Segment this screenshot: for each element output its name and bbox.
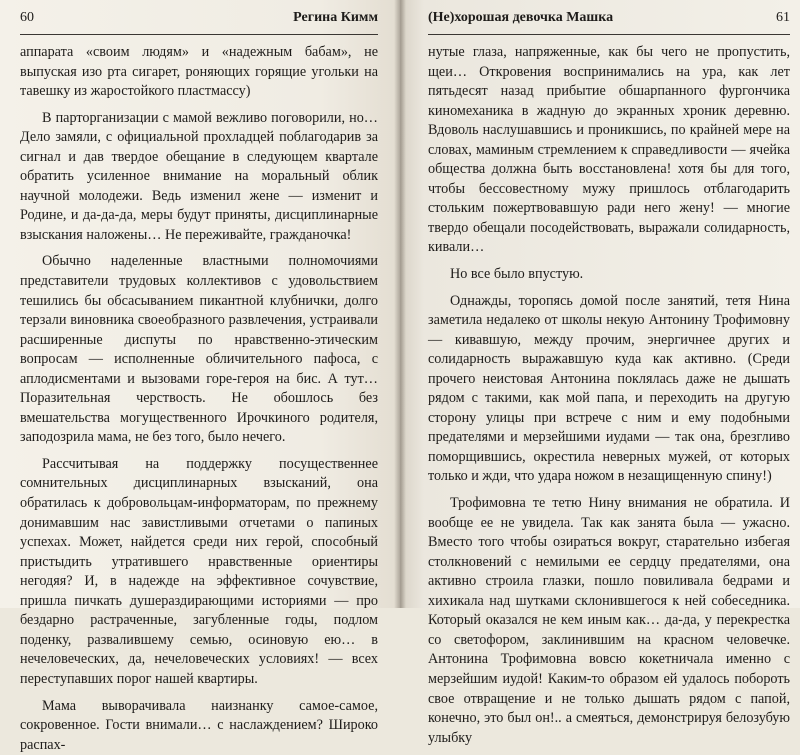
- paragraph: Однажды, торопясь домой после занятий, тетя Нина заметила недалеко от школы некую Антонину Трофимовну — кивавшую, между прочим, энергичнее других и солидарность выражавшую куда как активно. (Среди прочего неистовая Антонина поклялась даже не дышать рядом с такими, как мой папа, и переходить на другую сторону улицы при встрече с ним и ему подобными предателями и мерзейшими иудами — так она, брезгливо поморщившись, окрестила неверных мужей, от которых только и жди, что удара ножом в незащищенную спину!): [428, 292, 790, 487]
- running-head-right: [428, 10, 790, 35]
- left-page: [0, 0, 400, 608]
- right-page: [400, 0, 800, 608]
- paragraph: Мама выворачивала наизнанку самое-самое, сокровенное. Гости внимали… с наслаждением? Широко распах-: [20, 697, 378, 755]
- paragraph: Но все было впустую.: [428, 265, 790, 285]
- paragraph: нутые глаза, напряженные, как бы чего не пропустить, щеи… Откровения воспринимались на ура, как лет пятьдесят назад прибытие обшарпанного фургончика киномеханика в жадную до экранных хроник деревню. Вдоволь наслушавшись и проникшись, по крайней мере на словах, маминым стремлением к справедливости — ячейка общества должна быть восстановлена! хотя бы для того, чтобы бессовестному мужу пришлось отблагодарить стольким пожертвовавшую ради него жену! — многие твердо обещали посодействовать, выражали солидарность, кивали…: [428, 43, 790, 258]
- paragraph: В парторганизации с мамой вежливо поговорили, но… Дело замяли, с официальной прохладцей поблагодарив за сигнал и дав твердое обещание в следующем квартале обратить усиленное внимание на моральный облик научной молодежи. Ведь изменил жене — изменит и Родине, и да-да-да, меры будут приняты, дисциплинарные взыскания наложены… Не переживайте, гражданочка!: [20, 109, 378, 246]
- page-number: 61: [776, 10, 790, 26]
- page-text: [20, 43, 378, 755]
- paragraph: Обычно наделенные властными полномочиями представители трудовых коллективов с удовольствием тешились бы обсасыванием пикантной клубнички, долго терзали виновника своеобразного развлечения, устраивали расширенные диспуты по нравственно-этическим вопросам — исполненные обличительного пафоса, с аплодисментами и вызовами горе-героя на бис. А тут… Поразительная черствость. Не обошлось без вмешательства могущественного Ирочкиного родителя, заподозрила мама, не без того, было нечего.: [20, 252, 378, 447]
- paragraph: Трофимовна те тетю Нину внимания не обратила. И вообще ее не увидела. Так как занята была — ужасно. Вместо того чтобы озираться вокруг, старательно избегая столкновений с немилыми ее сердцу предателями, она активно строила глазки, пошло повиливала бедрами и хихикала над шутками склонившегося к ней собеседника. Который оказался не кем иным как… да-да, у перекрестка со светофором, заклинившим на красном человечке. Антонина Трофимовна вовсю кокетничала именно с мерзейшим иудой! Каким-то образом ей удалось побороть свое отвращение и не только дышать рядом с папой, конечно, это был он!.. а смеяться, демонстрируя белозубую улыбку: [428, 494, 790, 748]
- paragraph: Рассчитывая на поддержку посущественнее сомнительных дисциплинарных взысканий, она обратилась к добровольцам-информаторам, по прежнему донимавшим нас завистливыми отчетами о папиных успехах. Может, найдется среди них герой, способный пристыдить утратившего нравственные ориентиры негодяя? И, в надежде на эффективное сочувствие, пришла пичкать душераздирающими историями — про бездарно растраченные, загубленные годы, подлом поденку, развалившему семью, осиновую ею… в нечеловеческих, да, нечеловеческих условиях! — всех переступавших порог нашей квартиры.: [20, 455, 378, 690]
- page-number: 60: [20, 10, 34, 26]
- running-head-left: [20, 10, 378, 35]
- book-gutter: [394, 0, 406, 608]
- running-title: (Не)хорошая девочка Машка: [428, 10, 613, 26]
- paragraph: аппарата «своим людям» и «надежным бабам», не выпуская изо рта сигарет, роняющих горящие угольки на тавешку из жаростойкого пластмассу): [20, 43, 378, 102]
- running-title: Регина Кимм: [293, 10, 378, 26]
- page-text: [428, 43, 790, 748]
